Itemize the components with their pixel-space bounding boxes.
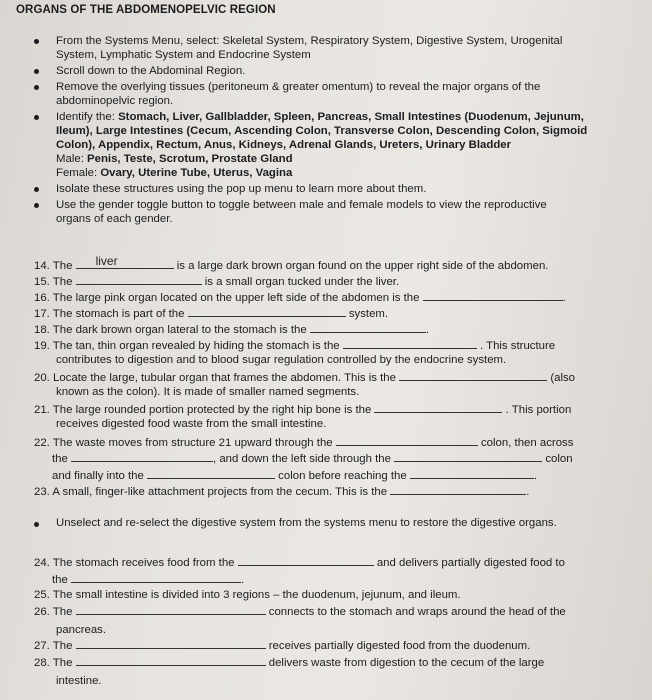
q22-blank-5[interactable] <box>410 468 534 479</box>
instruction-item <box>34 34 634 62</box>
q20-blank[interactable] <box>399 370 547 381</box>
q18-blank[interactable] <box>310 322 426 333</box>
question-24-line2: the . <box>52 574 245 586</box>
q26-prefix: 26. The <box>34 606 73 618</box>
question-28 <box>34 655 544 670</box>
question-18: 18. The dark brown organ lateral to the stomach is the . <box>34 324 430 336</box>
q16-blank[interactable] <box>423 290 563 301</box>
bullet-dot <box>34 187 39 192</box>
q15-blank[interactable] <box>76 274 202 285</box>
instruction-line: From the Systems Menu, select: Skeletal System, Respiratory System, Digestive System, Urogenital <box>56 35 563 47</box>
question-21 <box>34 402 571 417</box>
q22-blank-3[interactable] <box>394 451 542 462</box>
q24-the: the <box>52 574 68 586</box>
q24-blank-2[interactable] <box>71 572 241 583</box>
q18-text: 18. The dark brown organ lateral to the stomach is the <box>34 324 307 336</box>
q21-cont: receives digested food waste from the small intestine. <box>56 418 327 430</box>
instruction-line: Scroll down to the Abdominal Region. <box>56 65 246 77</box>
question-17 <box>34 306 388 321</box>
q26-cont: pancreas. <box>56 624 107 636</box>
page-title: ORGANS OF THE ABDOMENOPELVIC REGION <box>16 4 276 16</box>
question-24 <box>34 555 565 570</box>
bullet-dot <box>34 115 39 120</box>
q22-blank-1[interactable] <box>336 435 478 446</box>
question-25: 25. The small intestine is divided into 3 regions – the duodenum, jejunum, and ileum. <box>34 589 461 601</box>
q19-prefix: 19. The tan, thin organ revealed by hiding the stomach is the <box>34 340 340 352</box>
q28-cont: intestine. <box>56 675 102 687</box>
question-19 <box>34 338 555 353</box>
instruction-item <box>34 110 634 180</box>
q27-blank[interactable] <box>76 638 266 649</box>
q19-cont: contributes to digestion and to blood sugar regulation controlled by the endocrine system. <box>56 354 507 366</box>
question-22 <box>34 435 573 450</box>
bullet-dot <box>34 522 39 527</box>
q28-prefix: 28. The <box>34 657 73 669</box>
bullet-dot <box>34 39 39 44</box>
q20-prefix: 20. Locate the large, tubular organ that frames the abdomen. This is the <box>34 372 396 384</box>
q26-blank[interactable] <box>76 604 266 615</box>
instruction-line: System, Lymphatic System and Endocrine System <box>56 49 311 61</box>
q21-blank[interactable] <box>374 402 502 413</box>
q16-text: 16. The large pink organ located on the upper left side of the abdomen is the <box>34 292 420 304</box>
instruction-line: Use the gender toggle button to toggle between male and female models to view the reproductive <box>56 199 547 211</box>
q15-prefix: 15. The <box>34 276 73 288</box>
q22-the: the <box>52 453 68 465</box>
instruction-item <box>34 64 634 78</box>
question-27 <box>34 638 530 653</box>
q14-answer: liver <box>95 254 118 268</box>
q17-text: system. <box>348 308 389 320</box>
q23-text: 23. A small, finger-like attachment projects from the cecum. This is the <box>34 486 388 498</box>
instruction-item <box>34 80 634 108</box>
reselect-text: Unselect and re-select the digestive system from the systems menu to restore the digestive organs. <box>56 517 557 529</box>
bullet-dot <box>34 69 39 74</box>
q14-text: is a large dark brown organ found on the upper right side of the abdomen. <box>176 260 549 272</box>
instruction-line: Male: Penis, Teste, Scrotum, Prostate Gland <box>56 153 293 165</box>
q24-blank-1[interactable] <box>238 555 374 566</box>
question-15 <box>34 274 399 289</box>
q14-prefix: 14. The <box>34 260 73 272</box>
q24-text: and delivers partially digested food to <box>376 557 565 569</box>
question-22-line2 <box>52 451 573 466</box>
instruction-item <box>34 198 634 226</box>
q17-prefix: 17. The stomach is part of the <box>34 308 185 320</box>
bullet-dot <box>34 203 39 208</box>
question-20 <box>34 370 575 385</box>
question-22-line3: and finally into the colon before reaching the . <box>52 470 538 482</box>
instruction-list <box>34 34 634 228</box>
q22-text-2: , and down the left side through the <box>213 453 391 465</box>
q19-blank[interactable] <box>343 338 477 349</box>
q20-text: (also <box>550 372 576 384</box>
instruction-line: Ileum), Large Intestines (Cecum, Ascending Colon, Transverse Colon, Descending Colon, Sigmoid <box>56 125 588 137</box>
q21-prefix: 21. The large rounded portion protected by the right hip bone is the <box>34 404 372 416</box>
instruction-line: Isolate these structures using the pop up menu to learn more about them. <box>56 183 427 195</box>
q22-prefix: 22. The waste moves from structure 21 upward through the <box>34 437 333 449</box>
q20-cont: known as the colon). It is made of smaller named segments. <box>56 386 360 398</box>
question-14 <box>34 254 549 273</box>
q28-blank[interactable] <box>76 655 266 666</box>
q26-text: connects to the stomach and wraps around the head of the <box>268 606 566 618</box>
q21-text: . This portion <box>505 404 572 416</box>
q17-blank[interactable] <box>188 306 346 317</box>
q22-text-5: colon before reaching the <box>278 470 407 482</box>
q27-text: receives partially digested food from the duodenum. <box>268 640 531 652</box>
q22-blank-2[interactable] <box>71 451 213 462</box>
instruction-item <box>34 182 634 196</box>
instruction-line: Remove the overlying tissues (peritoneum & greater omentum) to reveal the major organs of the <box>56 81 541 93</box>
q27-prefix: 27. The <box>34 640 73 652</box>
question-26 <box>34 604 566 619</box>
instruction-line: organs of each gender. <box>56 213 173 225</box>
q28-text: delivers waste from digestion to the cecum of the large <box>268 657 545 669</box>
instruction-line: Female: Ovary, Uterine Tube, Uterus, Vagina <box>56 167 293 179</box>
q14-blank[interactable] <box>76 254 174 269</box>
q19-text: . This structure <box>479 340 556 352</box>
q22-text-1: colon, then across <box>480 437 574 449</box>
q15-text: is a small organ tucked under the liver. <box>204 276 400 288</box>
q22-blank-4[interactable] <box>147 468 275 479</box>
question-23: 23. A small, finger-like attachment projects from the cecum. This is the . <box>34 486 530 498</box>
instruction-line: abdominopelvic region. <box>56 95 174 107</box>
q24-prefix: 24. The stomach receives food from the <box>34 557 235 569</box>
q23-blank[interactable] <box>390 484 526 495</box>
instruction-line: Colon), Appendix, Rectum, Anus, Kidneys, Adrenal Glands, Ureters, Urinary Bladder <box>56 139 512 151</box>
q22-text-4: and finally into the <box>52 470 144 482</box>
q22-text-3: colon <box>545 453 573 465</box>
instruction-line: Identify the: Stomach, Liver, Gallbladder, Spleen, Pancreas, Small Intestines (Duodenum, Jejunum, <box>56 111 584 123</box>
reselect-instruction <box>34 517 557 529</box>
bullet-dot <box>34 85 39 90</box>
question-16: 16. The large pink organ located on the upper left side of the abdomen is the . <box>34 292 566 304</box>
